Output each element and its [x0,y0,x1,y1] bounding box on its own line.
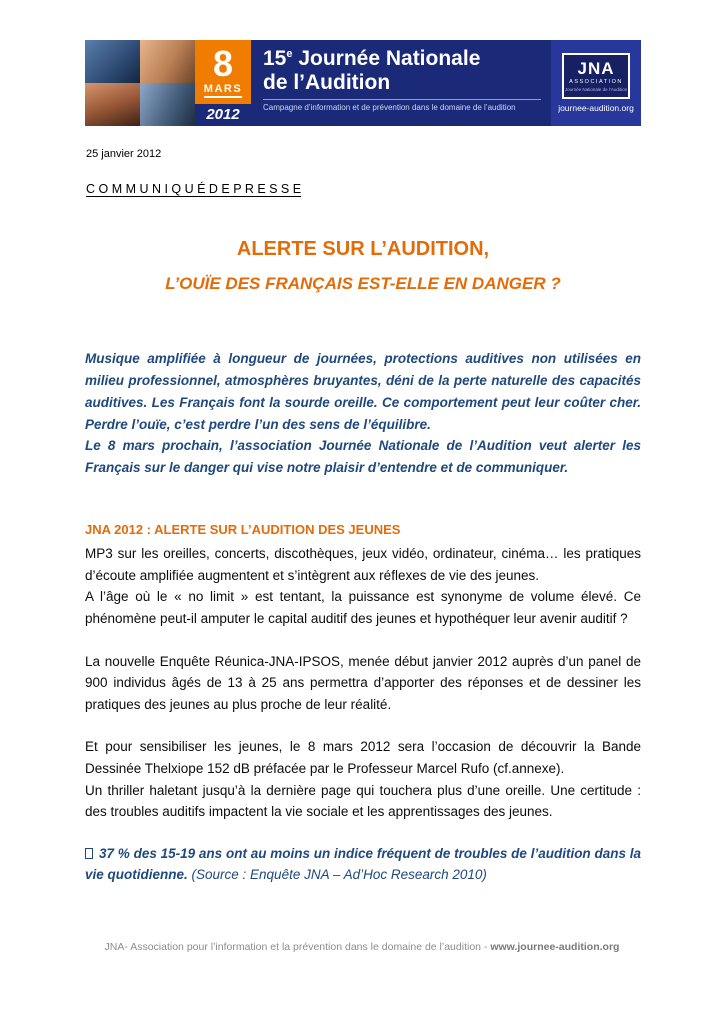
title-line1: ALERTE SUR L’AUDITION, [236,238,490,260]
body-paragraph-4: Et pour sensibiliser les jeunes, le 8 mars 2012 sera l’occasion de découvrir la Bande Dessinée Thelxiope 152 dB préfacée par le Professeur Marcel Rufo (cf.annexe). [85,739,641,776]
photo-tile [85,40,140,83]
body-paragraph-5: Un thriller haletant jusqu’à la dernière page qui touchera plus d’une oreille. Une certitude : des troubles auditifs impactent la vie sociale et les apprentissages des jeunes. [85,782,641,820]
banner-title-rest: Journée Nationale [292,47,481,70]
jna-logo-text: JNA [577,59,615,78]
footer-text: JNA- Association pour l’information et la prévention dans le domaine de l’audition - [104,941,491,953]
footer-website: www.journee-audition.org [490,941,620,953]
photo-tile [85,83,140,126]
document-date: 25 janvier 2012 [86,148,162,160]
event-day: 8 [212,43,234,84]
section-heading: JNA 2012 : ALERTE SUR L’AUDITION DES JEUNES [85,522,401,538]
body-paragraph-3: La nouvelle Enquête Réunica-JNA-IPSOS, menée début janvier 2012 auprès d’un panel de 900 individus âgés de 13 à 25 ans permettra d’apporter des réponses et de dessiner les pratiques des jeunes au plus proche de leur réalité. [85,653,641,712]
title-line2: L’OUÏE DES FRANÇAIS EST-ELLE EN DANGER ? [165,274,561,293]
document-title [85,238,641,294]
body-paragraph-2: A l’âge où le « no limit » est tentant, la puissance est synonyme de volume élevé. Ce phénomène peut-il amputer le capital auditif des jeunes et hypothéquer leur avenir auditif ? [85,589,641,626]
press-release-label: C O M M U N I Q U É D E P R E S S E [86,182,302,196]
jna-logo-association: ASSOCIATION [569,79,623,85]
jna-logo-box [562,53,630,99]
photo-tile [140,40,195,83]
photo-tile [140,83,195,126]
body-paragraph-1: MP3 sur les oreilles, concerts, discothèques, jeux vidéo, ordinateur, cinéma… les pratiques d’écoute amplifiée augmentent et s’intègrent aux réflexes de vie des jeunes. [85,546,641,583]
header-banner [85,40,641,126]
event-year: 2012 [195,104,251,126]
jna-logo-block [551,40,641,126]
statistic-line [85,843,641,886]
statistic-text: 37 % des 15-19 ans ont au moins un indice fréquent de troubles de l’audition dans la vie quotidienne. [85,845,641,883]
lead-paragraph-2: Le 8 mars prochain, l’association Journée Nationale de l’Audition veut alerter les Français sur le danger qui vise notre plaisir d’entendre et de communiquer. [85,438,641,476]
banner-title-line1 [263,47,541,71]
lead-paragraph-1: Musique amplifiée à longueur de journées, protections auditives non utilisées en milieu professionnel, atmosphères bruyantes, déni de la perte naturelle des capacités auditives. Les Français font la sourde oreille. Ce comportement peut leur coûter cher. Perdre l’ouïe, c’est perdre l’un des sens de l’équilibre. [85,351,641,432]
banner-photo-collage [85,40,195,126]
page-footer [0,941,724,953]
statistic-source: (Source : Enquête JNA – Ad’Hoc Research 2010) [191,867,487,883]
banner-title-number: 15 [263,47,287,70]
jna-logo-small-text: Journée Nationale de l’Audition [564,87,628,92]
document-body [85,348,641,886]
event-month: MARS [204,83,242,98]
lead-paragraphs [85,348,641,479]
banner-subtitle: Campagne d’information et de prévention dans le domaine de l’audition [263,103,516,113]
banner-website: journee-audition.org [558,103,634,113]
banner-title-line2: de l’Audition [263,71,391,95]
banner-title-sup: e [286,48,293,60]
square-bullet-icon [85,848,93,859]
date-orange-box [195,40,251,104]
event-date-block [195,40,251,126]
banner-title-block [251,40,551,126]
